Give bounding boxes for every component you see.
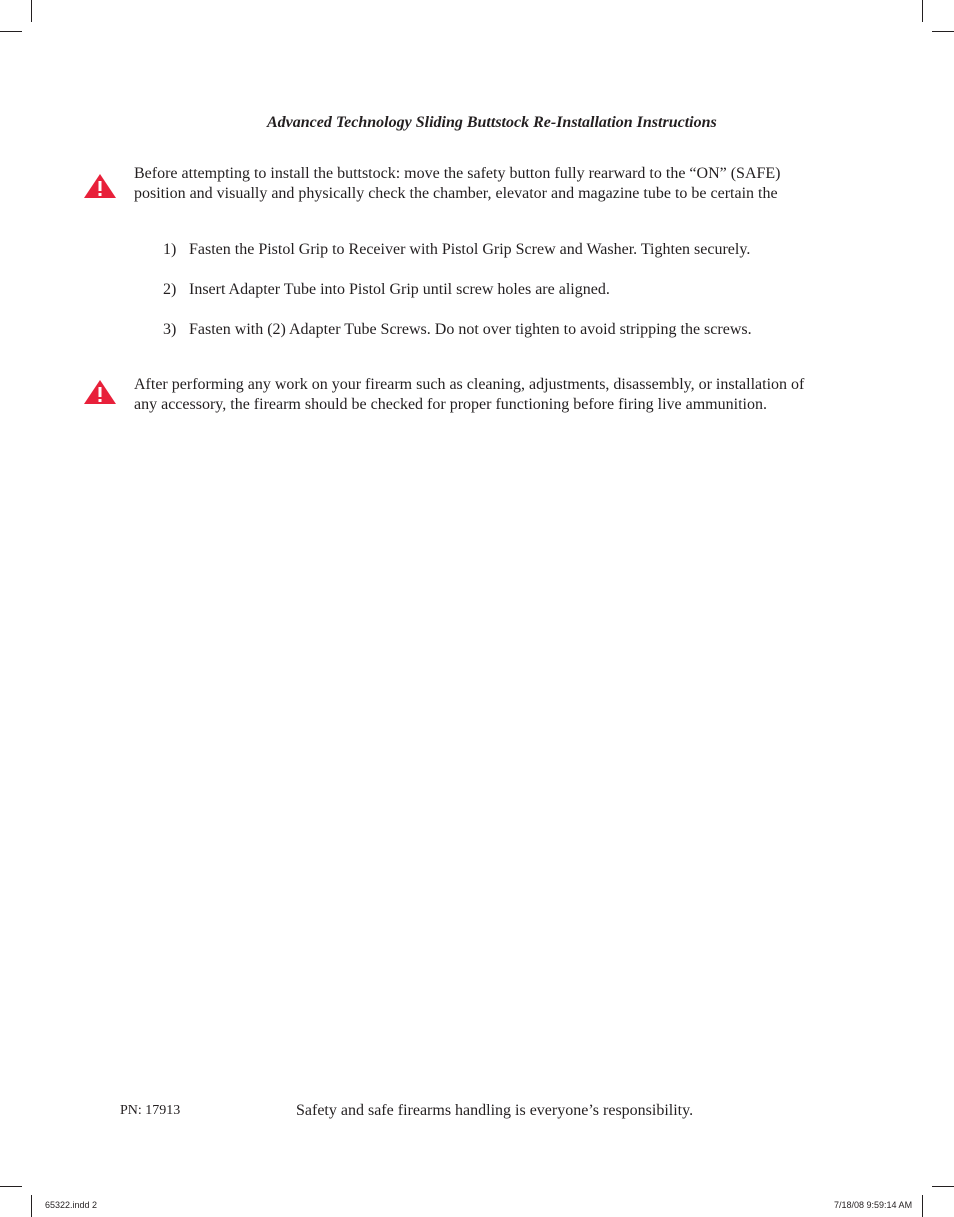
warning-paragraph-install xyxy=(134,164,884,204)
crop-mark xyxy=(932,1186,954,1187)
step-number: 2) xyxy=(163,281,177,298)
warning-triangle-icon xyxy=(83,173,117,199)
crop-mark xyxy=(31,0,32,22)
step-item-1 xyxy=(163,240,750,260)
step-text: Fasten with (2) Adapter Tube Screws. Do not over tighten to avoid stripping the screws. xyxy=(189,321,752,338)
step-item-2 xyxy=(163,280,610,300)
warning-text-line: any accessory, the firearm should be checked for proper functioning before firing live ammunition. xyxy=(134,396,767,413)
crop-mark xyxy=(0,31,22,32)
page-title: Advanced Technology Sliding Buttstock Re-Installation Instructions xyxy=(267,114,717,131)
warning-text-line: Before attempting to install the buttstock: move the safety button fully rearward to the “ON” (SAFE) xyxy=(134,165,781,182)
step-number: 3) xyxy=(163,321,177,338)
warning-text-line: position and visually and physically check the chamber, elevator and magazine tube to be certain the xyxy=(134,185,778,202)
slug-file: 65322.indd 2 xyxy=(45,1200,98,1210)
crop-mark xyxy=(922,1195,923,1217)
crop-mark xyxy=(932,31,954,32)
crop-mark xyxy=(31,1195,32,1217)
safety-note: Safety and safe firearms handling is everyone’s responsibility. xyxy=(296,1102,694,1119)
part-number: PN: 17913 xyxy=(120,1103,181,1118)
step-text: Insert Adapter Tube into Pistol Grip until screw holes are aligned. xyxy=(189,281,610,298)
step-text: Fasten the Pistol Grip to Receiver with Pistol Grip Screw and Washer. Tighten securely. xyxy=(189,241,751,258)
step-number: 1) xyxy=(163,241,177,258)
crop-mark xyxy=(0,1186,22,1187)
warning-paragraph-function-check xyxy=(134,375,884,415)
step-item-3 xyxy=(163,320,752,340)
warning-text-line: After performing any work on your firearm such as cleaning, adjustments, disassembly, or installation of xyxy=(134,376,805,393)
crop-mark xyxy=(922,0,923,22)
slug-timestamp: 7/18/08 9:59:14 AM xyxy=(834,1200,913,1210)
warning-triangle-icon xyxy=(83,379,117,405)
